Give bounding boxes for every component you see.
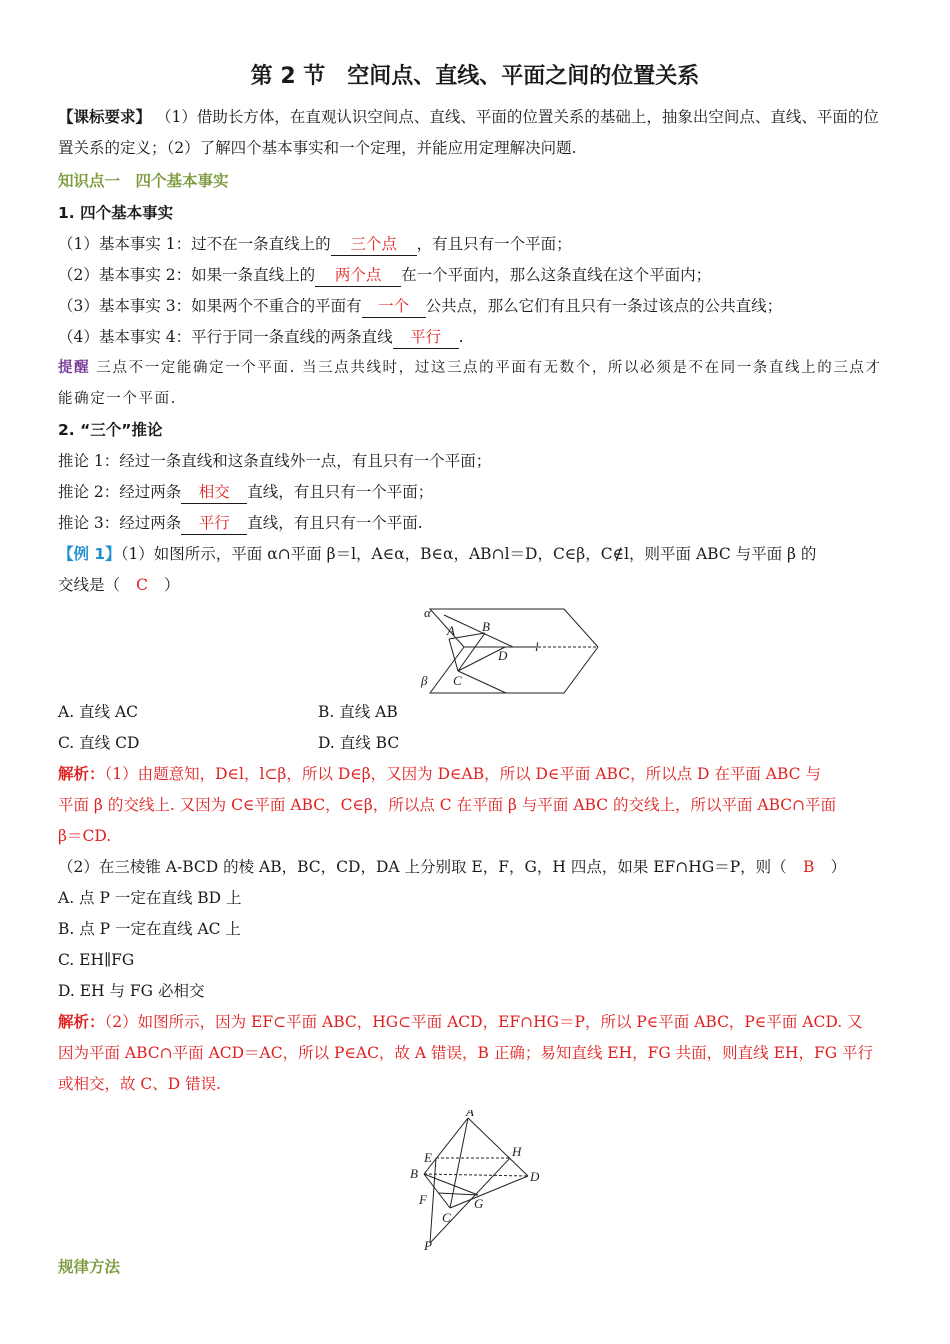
example-1-question-1 <box>58 539 892 570</box>
edge-ab <box>424 1118 468 1174</box>
solution-1-line2: 平面 β 的交线上. 又因为 C∈平面 ABC，C∈β，所以点 C 在平面 β 与平面 ABC 的交线上，所以平面 ABC∩平面 <box>58 796 837 814</box>
corollary-2-answer: 相交 <box>181 481 247 504</box>
fact-2-text: （2）基本事实 2：如果一条直线上的 <box>58 266 316 284</box>
label-f: F <box>419 1192 427 1207</box>
options-question-1-row2 <box>58 728 892 759</box>
curriculum-standard <box>58 102 892 164</box>
option-2a: A. 点 P 一定在直线 BD 上 <box>58 889 242 907</box>
option-d: D. 直线 BC <box>318 734 400 752</box>
solution-1-label: 解析： <box>58 765 105 783</box>
label-c: C <box>442 1210 451 1225</box>
corollary-3 <box>58 508 892 539</box>
solution-2-line2: 因为平面 ABC∩平面 ACD＝AC，所以 P∈AC，故 A 错误，B 正确；易知直线 EH，FG 共面，则直线 EH，FG 平行 <box>58 1044 874 1062</box>
option-a: A. 直线 AC <box>58 703 139 721</box>
corollary-2 <box>58 477 892 508</box>
corollary-3-end: 直线，有且只有一个平面. <box>247 514 423 532</box>
fact-1-answer: 三个点 <box>331 233 417 256</box>
subheading-basic-facts: 1. 四个基本事实 <box>58 204 174 222</box>
solution-1-line3: β＝CD. <box>58 827 112 845</box>
subheading-corollaries: 2. “三个”推论 <box>58 421 163 439</box>
corollary-2-text: 推论 2：经过两条 <box>58 483 182 501</box>
option-2c: C. EH∥FG <box>58 951 135 969</box>
label-g: G <box>474 1196 484 1211</box>
corollary-3-answer: 平行 <box>181 512 247 535</box>
fact-3 <box>58 291 892 322</box>
fact-1-text: （1）基本事实 1：过不在一条直线上的 <box>58 235 331 253</box>
fact-1-end: ，有且只有一个平面； <box>416 235 572 253</box>
segment-hp <box>430 1158 510 1243</box>
solution-2-line3: 或相交，故 C、D 错误. <box>58 1075 222 1093</box>
plane-alpha-outline <box>430 609 598 647</box>
q1-answer: C <box>136 576 148 594</box>
example-label: 【例 1】 <box>58 545 121 563</box>
q1-line2-text: 交线是（ <box>58 576 121 594</box>
label-alpha: α <box>424 605 431 620</box>
option-2d: D. EH 与 FG 必相交 <box>58 982 205 1000</box>
segment-c-corner <box>458 671 506 693</box>
standard-label: 【课标要求】 <box>58 108 152 126</box>
q2-text: （2）在三棱锥 A-BCD 的棱 AB，BC，CD，DA 上分别取 E，F，G，H 四点，如果 EF∩HG＝P，则（ <box>58 858 787 876</box>
fact-2-end: 在一个平面内，那么这条直线在这个平面内； <box>401 266 712 284</box>
option-2b: B. 点 P 一定在直线 AC 上 <box>58 920 241 938</box>
solution-1-line1 <box>58 759 892 790</box>
corollary-3-text: 推论 3：经过两条 <box>58 514 182 532</box>
plane-beta-outline-right <box>506 647 598 693</box>
reminder-note <box>58 353 892 415</box>
corollary-1 <box>58 446 892 477</box>
planes-diagram <box>58 605 892 697</box>
corollary-2-end: 直线，有且只有一个平面； <box>247 483 434 501</box>
knowledge-point-heading: 知识点一 四个基本事实 <box>58 172 229 190</box>
label-b: B <box>410 1166 418 1181</box>
option-b: B. 直线 AB <box>318 703 398 721</box>
fact-3-answer: 一个 <box>362 295 426 318</box>
label-point-b: B <box>482 619 490 634</box>
fact-4-answer: 平行 <box>393 326 459 349</box>
standard-text: （1）借助长方体，在直观认识空间点、直线、平面的位置关系的基础上，抽象出空间点、直线、平面的位置关系的定义；（2）了解四个基本事实和一个定理，并能应用定理解决问题. <box>58 108 879 157</box>
label-d: D <box>530 1169 540 1184</box>
q2-end: ） <box>830 858 847 876</box>
q2-answer: B <box>802 858 815 876</box>
example-1-question-2 <box>58 852 892 883</box>
example-1-question-1-line2 <box>58 570 892 601</box>
fact-3-text: （3）基本事实 3：如果两个不重合的平面有 <box>58 297 362 315</box>
figure-pyramid <box>58 1110 892 1250</box>
document-page <box>58 62 892 1284</box>
fact-4-text: （4）基本事实 4：平行于同一条直线的两条直线 <box>58 328 393 346</box>
reminder-text: 三点不一定能确定一个平面. 当三点共线时，过这三点的平面有无数个，所以必须是不在同一条直线上的三点才能确定一个平面. <box>58 360 882 407</box>
segment-fg <box>438 1193 478 1195</box>
fact-3-end: 公共点，那么它们有且只有一条过该点的公共直线； <box>425 297 783 315</box>
reminder-label: 提醒 <box>58 360 91 376</box>
label-point-d: D <box>498 648 508 663</box>
solution-2-label: 解析： <box>58 1013 105 1031</box>
q1-line2-end: ） <box>164 576 180 594</box>
corollary-1-text: 推论 1：经过一条直线和这条直线外一点，有且只有一个平面； <box>58 452 492 470</box>
label-beta: β <box>421 673 428 688</box>
pyramid-diagram <box>58 1110 892 1250</box>
methods-heading: 规律方法 <box>58 1258 121 1276</box>
solution-1-text-1: （1）由题意知，D∈l，l⊂β，所以 D∈β，又因为 D∈AB，所以 D∈平面 ABC，所以点 D 在平面 ABC 与 <box>104 765 821 783</box>
label-h: H <box>512 1144 522 1159</box>
label-point-c: C <box>453 673 462 688</box>
segment-bc <box>458 633 485 671</box>
plane-beta-outline-left <box>430 647 506 693</box>
section-title: 第 2 节 空间点、直线、平面之间的位置关系 <box>250 64 700 89</box>
fact-4-end: . <box>458 328 464 346</box>
label-line-l: l <box>535 639 539 654</box>
label-e: E <box>424 1150 432 1165</box>
solution-2-line1 <box>58 1007 892 1038</box>
label-point-a: A <box>447 623 455 638</box>
fact-2-answer: 两个点 <box>315 264 401 287</box>
fact-2 <box>58 260 892 291</box>
segment-ep <box>430 1158 436 1243</box>
solution-2-text-1: （2）如图所示，因为 EF⊂平面 ABC，HG⊂平面 ACD，EF∩HG＝P，所以 P∈平面 ABC，P∈平面 ACD. 又 <box>104 1013 863 1031</box>
fact-1 <box>58 229 892 260</box>
option-c: C. 直线 CD <box>58 734 140 752</box>
fact-4 <box>58 322 892 353</box>
figure-planes <box>58 605 892 697</box>
options-question-1 <box>58 697 892 728</box>
label-p: P <box>424 1238 432 1250</box>
q1-line1: （1）如图所示，平面 α∩平面 β＝l，A∈α，B∈α，AB∩l＝D，C∈β，C∉l，则平面 ABC 与平面 β 的 <box>120 545 817 563</box>
edge-bd-hidden <box>424 1174 528 1176</box>
label-a: A <box>466 1110 474 1119</box>
